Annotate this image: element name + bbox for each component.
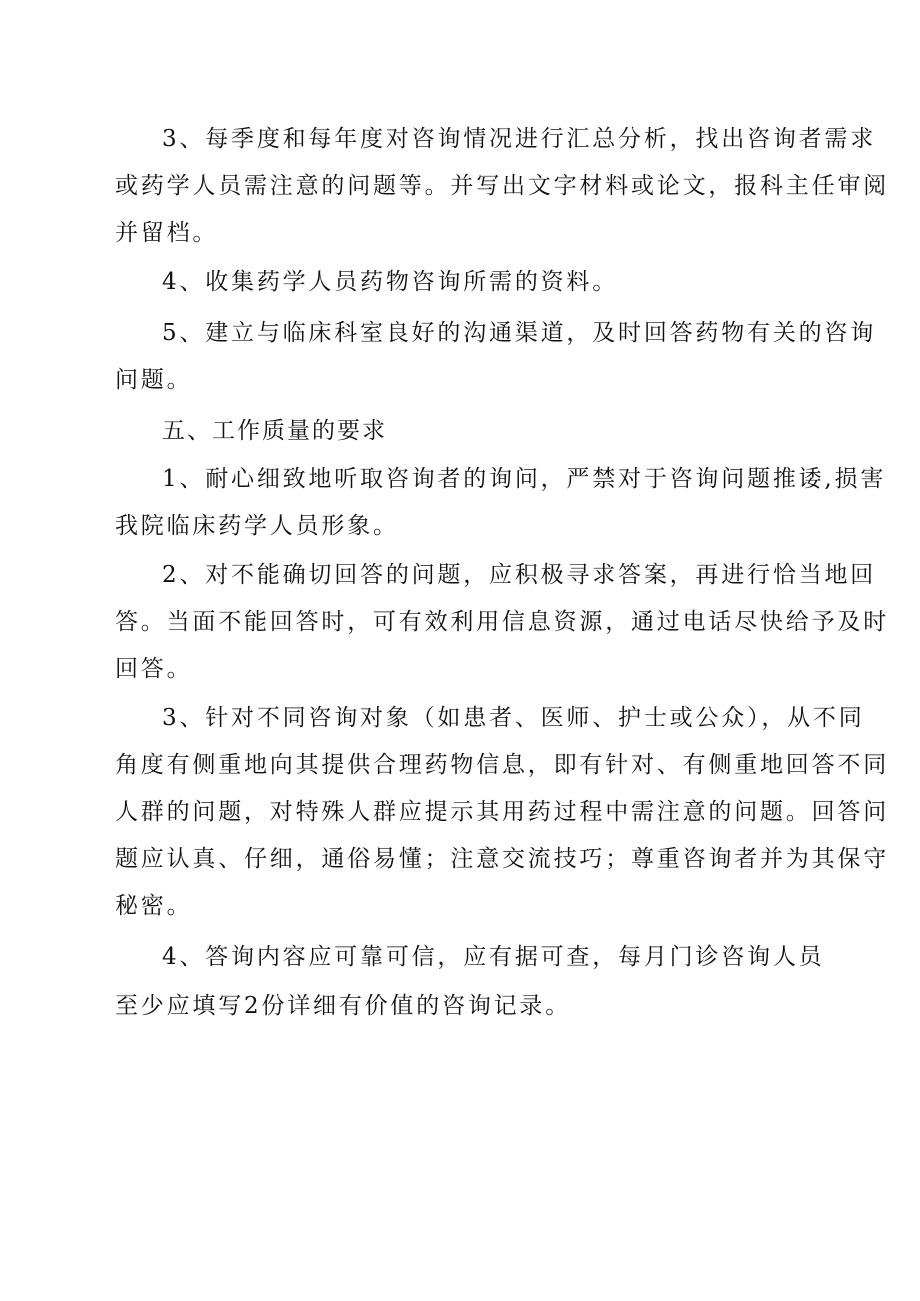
- quality-item-2-line-1: 2、对不能确切回答的问题，应积极寻求答案，再进行恰当地回: [162, 562, 877, 588]
- quality-item-3-line-5: 秘密。: [115, 893, 193, 919]
- item-3-line-3: 并留档。: [115, 220, 219, 246]
- quality-item-2-line-2: 答。当面不能回答时，可有效利用信息资源，通过电话尽快给予及时: [115, 609, 889, 635]
- quality-item-1-line-1: 1、耐心细致地听取咨询者的询问，严禁对于咨询问题推诿,损害: [162, 466, 887, 492]
- quality-item-4-line-1: 4、答询内容应可靠可信，应有据可查，每月门诊咨询人员: [162, 944, 825, 970]
- quality-item-1-line-2: 我院临床药学人员形象。: [115, 513, 399, 539]
- item-5-line-1: 5、建立与临床科室良好的沟通渠道，及时回答药物有关的咨询: [162, 320, 877, 346]
- quality-item-4-line-2: 至少应填写2份详细有价值的咨询记录。: [115, 993, 572, 1019]
- quality-item-3-line-4: 题应认真、仔细，通俗易懂；注意交流技巧；尊重咨询者并为其保守: [115, 846, 889, 872]
- quality-item-2-line-3: 回答。: [115, 656, 193, 682]
- item-5-line-2: 问题。: [115, 367, 193, 393]
- quality-item-3-line-2: 角度有侧重地向其提供合理药物信息，即有针对、有侧重地回答不同: [115, 752, 889, 778]
- quality-item-3-line-1: 3、针对不同咨询对象（如患者、医师、护士或公众），从不同: [162, 705, 865, 731]
- item-3-line-1: 3、每季度和每年度对咨询情况进行汇总分析，找出咨询者需求: [162, 126, 877, 152]
- section-heading: 五、工作质量的要求: [162, 418, 387, 444]
- item-4-line-1: 4、收集药学人员药物咨询所需的资料。: [162, 269, 619, 295]
- quality-item-3-line-3: 人群的问题，对特殊人群应提示其用药过程中需注意的问题。回答问: [115, 799, 889, 825]
- item-3-line-2: 或药学人员需注意的问题等。并写出文字材料或论文，报科主任审阅: [115, 173, 889, 199]
